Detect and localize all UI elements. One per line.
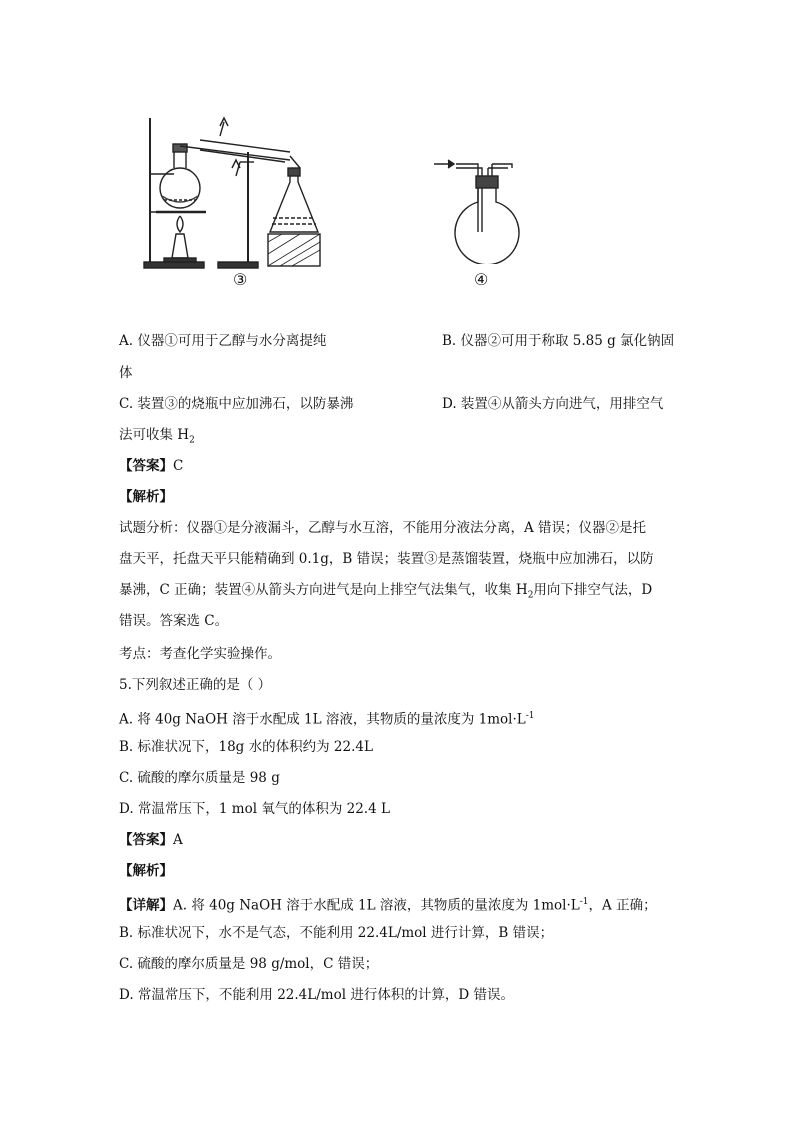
q5-stem: 5.下列叙述正确的是（ ） bbox=[119, 677, 272, 693]
inverse-superscript: -1 bbox=[525, 711, 535, 721]
h2-subscript: 2 bbox=[527, 590, 534, 601]
inverse-superscript: -1 bbox=[579, 897, 589, 907]
q4-answer bbox=[119, 456, 183, 476]
q4-analysis-line-1: 试题分析：仪器①是分液漏斗，乙醇与水互溶，不能用分液法分离，A 错误；仪器②是托 bbox=[119, 520, 647, 536]
distillation-apparatus-diagram bbox=[140, 112, 340, 272]
gas-collection-flask-diagram bbox=[432, 152, 532, 264]
q4-option-c: C. 装置③的烧瓶中应加沸石，以防暴沸 bbox=[119, 396, 354, 412]
q4-option-b: B. 仪器②可用于称取 5.85 g 氯化钠固 bbox=[442, 333, 675, 349]
q4-analysis-line-3-text: 暴沸，C 正确；装置④从箭头方向进气是向上排空气法集气，收集 H bbox=[119, 582, 528, 598]
q5-detail-1-rest: ，A 正确； bbox=[588, 897, 657, 914]
q5-option-a bbox=[119, 706, 535, 730]
q4-analysis-line-3 bbox=[119, 580, 652, 606]
answer-tag: 【答案】 bbox=[119, 458, 173, 474]
h2-subscript: 2 bbox=[189, 435, 195, 446]
figure4-label: ④ bbox=[474, 270, 489, 289]
q5-option-d: D. 常温常压下，1 mol 氧气的体积为 22.4 L bbox=[119, 801, 390, 817]
q4-analysis-line-4: 错误。答案选 C。 bbox=[119, 613, 229, 629]
q5-detail-line-2: B. 标准状况下，水不是气态，不能利用 22.4L/mol 进行计算，B 错误； bbox=[119, 925, 554, 941]
detail-tag: 【详解】 bbox=[119, 897, 173, 914]
q4-option-d-continued bbox=[119, 425, 195, 451]
q4-option-d-text: 法可收集 H bbox=[119, 427, 190, 443]
q4-option-a: A. 仪器①可用于乙醇与水分离提纯 bbox=[119, 333, 327, 349]
q4-kaodian: 考点：考查化学实验操作。 bbox=[119, 646, 281, 662]
answer-value: C bbox=[173, 458, 184, 474]
answer-value: A bbox=[173, 832, 183, 848]
q4-analysis-line-2: 盘天平，托盘天平只能精确到 0.1g，B 错误；装置③是蒸馏装置，烧瓶中应加沸石，以防 bbox=[119, 551, 654, 567]
q5-detail-line-4: D. 常温常压下，不能利用 22.4L/mol 进行体积的计算，D 错误。 bbox=[119, 987, 514, 1003]
answer-tag: 【答案】 bbox=[119, 832, 173, 848]
q5-option-b: B. 标准状况下，18g 水的体积约为 22.4L bbox=[119, 739, 373, 755]
figure3-label: ③ bbox=[233, 270, 248, 289]
q5-detail-1-text: A. 将 40g NaOH 溶于水配成 1L 溶液，其物质的量浓度为 1mol·L bbox=[173, 897, 580, 914]
q4-option-d: D. 装置④从箭头方向进气，用排空气 bbox=[442, 396, 664, 412]
q5-option-a-text: A. 将 40g NaOH 溶于水配成 1L 溶液，其物质的量浓度为 1mol·L bbox=[119, 711, 526, 728]
q4-option-b-continued: 体 bbox=[119, 365, 133, 381]
q5-detail-line-3: C. 硫酸的摩尔质量是 98 g/mol，C 错误； bbox=[119, 956, 379, 972]
q5-answer bbox=[119, 830, 183, 850]
q5-analysis-tag: 【解析】 bbox=[119, 863, 173, 879]
q4-analysis-tag: 【解析】 bbox=[119, 489, 173, 505]
q4-analysis-line-3-rest: 用向下排空气法，D bbox=[533, 582, 653, 598]
q5-option-c: C. 硫酸的摩尔质量是 98 g bbox=[119, 770, 280, 786]
q5-detail-line-1 bbox=[119, 892, 657, 916]
